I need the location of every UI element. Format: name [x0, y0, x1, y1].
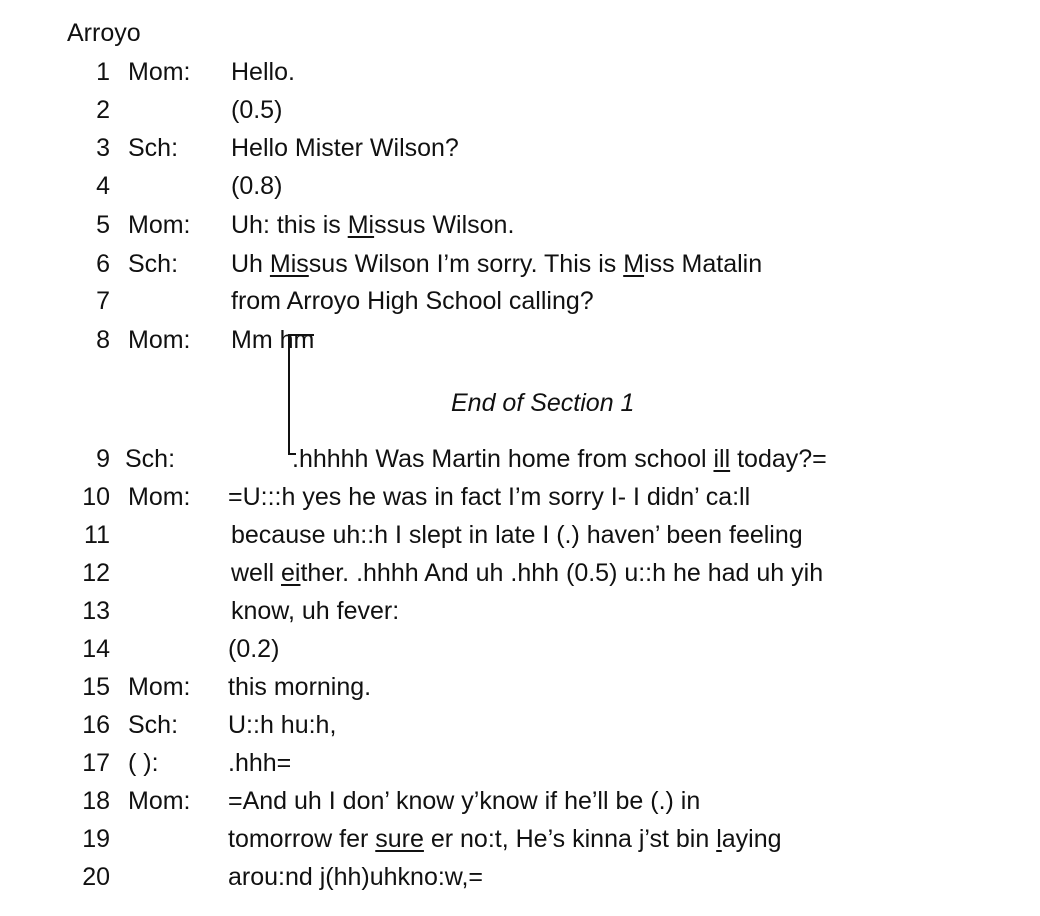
- utterance-text: [231, 286, 594, 316]
- line-number: 11: [84, 521, 110, 549]
- utterance-text: [231, 95, 282, 125]
- line-number: 5: [96, 211, 110, 239]
- text-segment: because uh::h I slept in late I (.) haven’ been feeling: [231, 521, 803, 549]
- utterance-text: [228, 748, 291, 778]
- utterance-text: [228, 824, 782, 854]
- utterance-text: [228, 786, 700, 816]
- utterance-text: [228, 710, 336, 740]
- line-number: 20: [82, 863, 110, 891]
- line-number: 6: [96, 250, 110, 278]
- text-segment: .hhhhh Was Martin home from school: [292, 445, 714, 473]
- utterance-text: [231, 171, 282, 201]
- text-segment: Mm hm: [231, 326, 315, 354]
- speaker-label: Sch:: [128, 711, 179, 739]
- utterance-text: [231, 325, 314, 355]
- line-number: 8: [96, 326, 110, 354]
- line-number: 14: [82, 635, 110, 663]
- speaker-label: Mom:: [128, 58, 191, 86]
- utterance-text: [292, 444, 827, 474]
- text-segment: this morning.: [228, 673, 372, 701]
- text-segment: (0.5): [231, 96, 283, 124]
- text-segment: aying: [721, 825, 782, 853]
- utterance-text: [228, 672, 371, 702]
- utterance-text: [231, 596, 399, 626]
- line-number: 19: [82, 825, 110, 853]
- text-segment: Hello.: [231, 58, 295, 86]
- text-segment: U::h hu:h,: [228, 711, 337, 739]
- line-number: 15: [82, 673, 110, 701]
- text-segment: from Arroyo High School calling?: [231, 287, 594, 315]
- speaker-label: Mom:: [128, 787, 191, 815]
- text-segment: tomorrow fer: [228, 825, 376, 853]
- speaker-label: Mom:: [128, 326, 191, 354]
- line-number: 12: [82, 559, 110, 587]
- section-end-label: End of Section 1: [451, 389, 635, 417]
- line-number: 2: [96, 96, 110, 124]
- line-number: 3: [96, 134, 110, 162]
- underlined-segment: Mi: [347, 211, 375, 239]
- speaker-label: Mom:: [128, 673, 191, 701]
- utterance-text: [231, 133, 459, 163]
- line-number: 18: [82, 787, 110, 815]
- text-segment: .hhh=: [228, 749, 292, 777]
- overlap-bracket-bottom: [288, 453, 296, 455]
- utterance-text: [231, 210, 514, 240]
- line-number: 7: [96, 287, 110, 315]
- underlined-segment: M: [623, 250, 645, 278]
- speaker-label: Sch:: [128, 250, 179, 278]
- line-number: 17: [82, 749, 110, 777]
- overlap-bracket-top: [288, 334, 314, 336]
- utterance-text: [228, 862, 483, 892]
- utterance-text: [231, 57, 295, 87]
- utterance-text: [228, 482, 750, 512]
- speaker-label: Mom:: [128, 211, 191, 239]
- text-segment: Uh: this is: [231, 211, 348, 239]
- text-segment: well: [231, 559, 282, 587]
- text-segment: ssus Wilson.: [374, 211, 515, 239]
- utterance-text: [231, 558, 823, 588]
- speaker-label: ( ):: [128, 749, 159, 777]
- transcript-title: Arroyo: [67, 19, 141, 47]
- text-segment: er no:t, He’s kinna j’st bin: [423, 825, 717, 853]
- text-segment: Hello Mister Wilson?: [231, 134, 459, 162]
- underlined-segment: sure: [375, 825, 424, 853]
- utterance-text: [231, 249, 762, 279]
- text-segment: ther. .hhhh And uh .hhh (0.5) u::h he had uh yih: [300, 559, 824, 587]
- line-number: 13: [82, 597, 110, 625]
- utterance-text: [231, 520, 803, 550]
- underlined-segment: ei: [281, 559, 301, 587]
- speaker-label: Sch:: [125, 445, 176, 473]
- text-segment: iss Matalin: [644, 250, 763, 278]
- line-number: 9: [96, 445, 110, 473]
- text-segment: (0.2): [228, 635, 280, 663]
- speaker-label: Mom:: [128, 483, 191, 511]
- text-segment: today?=: [730, 445, 827, 473]
- text-segment: know, uh fever:: [231, 597, 400, 625]
- text-segment: sus Wilson I’m sorry. This is: [308, 250, 624, 278]
- underlined-segment: ill: [713, 445, 731, 473]
- text-segment: (0.8): [231, 172, 283, 200]
- text-segment: Uh: [231, 250, 270, 278]
- underlined-segment: Mis: [269, 250, 309, 278]
- overlap-bracket: [288, 334, 290, 454]
- speaker-label: Sch:: [128, 134, 179, 162]
- line-number: 10: [82, 483, 110, 511]
- text-segment: =U:::h yes he was in fact I’m sorry I- I didn’ ca:ll: [228, 483, 751, 511]
- utterance-text: [228, 634, 279, 664]
- line-number: 4: [96, 172, 110, 200]
- text-segment: arou:nd j(hh)uhkno:w,=: [228, 863, 484, 891]
- line-number: 1: [96, 58, 110, 86]
- line-number: 16: [82, 711, 110, 739]
- text-segment: =And uh I don’ know y’know if he’ll be (.) in: [228, 787, 701, 815]
- underlined-segment: l: [716, 825, 722, 853]
